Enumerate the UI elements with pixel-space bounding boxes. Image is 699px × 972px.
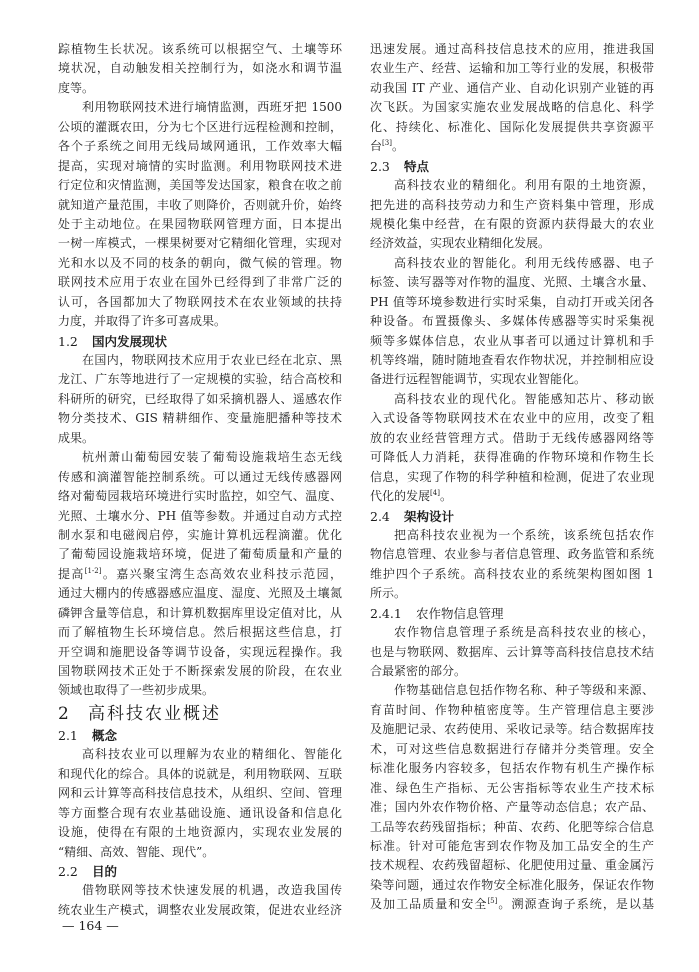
paragraph <box>370 623 654 681</box>
text-line: 标签、读写器等对作物的温度、光照、土壤含水量、 <box>370 275 654 290</box>
text-line: 各个子系统之间用无线局域网通讯，工作效率大幅 <box>58 139 342 154</box>
text-line: 络对葡萄园栽培环境进行实时监控，如空气、温度、 <box>58 489 342 504</box>
subsection-heading <box>370 157 654 176</box>
text-line: 和现代化的综合。具体的说就是，利用物联网、互联 <box>58 766 342 781</box>
text-line: 技术规程、农药残留超标、化肥使用过量、重金属污 <box>370 858 654 873</box>
heading-number: 2.4.1 <box>370 605 402 621</box>
subsubsection-heading <box>370 604 654 623</box>
text-line: PH 值等环境参数进行实时采集，自动打开或关闭各 <box>370 294 654 309</box>
text-line: 就知道产量范围，丰收了则降价，否则就升价，始终 <box>58 197 342 212</box>
line-text: 。嘉兴聚宝湾生态高效农业科技示范园， <box>101 566 342 581</box>
text-line: 种设备。布置摄像头、多媒体传感器等实时采集视 <box>370 314 654 329</box>
text-line: 科研所的研究，已经取得了如采摘机器人、遥感农作 <box>58 391 342 406</box>
text-line: 国物联网技术正处于不断探索发展的阶段，在农业 <box>58 664 342 678</box>
text-line: 也是与物联网、数据库、云计算等高科技信息技术结 <box>370 644 654 659</box>
text-line: 利用物联网技术进行墒情监测，西班牙把 1500 <box>82 100 342 115</box>
text-line: 标准化服务内容较多，包括农作物有机生产操作标 <box>370 761 654 776</box>
text-line: 传感和滴灌智能控制系统。可以通过无线传感器网 <box>58 469 342 484</box>
text-line: 维护四个子系统。高科技农业的系统架构图如图 1 <box>370 566 654 581</box>
text-line: 备进行远程智能调节，实现农业智能化。 <box>370 372 587 387</box>
heading-title: 概念 <box>92 727 118 743</box>
citation: [3] <box>382 139 392 148</box>
text-line: 入式设备等物联网技术在农业中的应用，改变了粗 <box>370 411 654 426</box>
text-line: 放的农业经营管理方式。借助于无线传感器网络等 <box>370 430 654 445</box>
paragraph <box>58 745 342 862</box>
text-line: 认可，各国都加大了物联网技术在农业领域的扶持 <box>58 294 342 309</box>
text-line <box>370 487 654 506</box>
text-line: 化、持续化、标准化、国际化发展提供共享资源平 <box>370 119 654 134</box>
line-text: 。 <box>391 139 404 154</box>
heading-title: 高科技农业概述 <box>88 703 221 724</box>
text-line <box>58 565 342 584</box>
right-column <box>370 40 654 915</box>
text-line: 力度，并取得了许多可喜成果。 <box>58 314 227 329</box>
text-line: 可降低人力消耗，获得准确的作物环境和作物生长 <box>370 450 654 465</box>
text-line: 动我国 IT 产业、通信产业、自动化识别产业链的再 <box>370 80 654 95</box>
text-line: 借物联网等技术快速发展的机遇，改造我国传 <box>82 883 342 898</box>
line-text: 台 <box>370 139 383 154</box>
text-line: 处于主动地位。在果园物联网管理方面，日本提出 <box>58 216 342 231</box>
heading-title: 国内发展现状 <box>92 333 168 349</box>
text-line: 领域也取得了一些初步成果。 <box>58 683 215 698</box>
paragraph <box>370 176 654 254</box>
citation: [1-2] <box>84 566 102 575</box>
text-line: 次飞跃。为国家实施农业发展战略的信息化、科学 <box>370 100 654 115</box>
subsection-heading <box>58 862 342 881</box>
text-line <box>370 895 654 914</box>
text-line: 准、绿色生产指标、无公害指标等农业生产技术标 <box>370 780 654 795</box>
text-line: 踪植物生长状况。该系统可以根据空气、土壤等环 <box>58 42 342 56</box>
text-line: 经济效益，实现农业精细化发展。 <box>370 236 551 251</box>
text-line: 提高，实现对墒情的实时监测。利用物联网技术进 <box>58 158 342 173</box>
text-line: 及施肥记录、农药使用、采收记录等。结合数据库技 <box>370 722 654 737</box>
text-line: 了葡萄园设施栽培环境，促进了葡萄质量和产量的 <box>58 547 342 562</box>
text-line: 联网技术应用于农业在国外已经得到了非常广泛的 <box>58 275 342 290</box>
page-number: — 164 — <box>62 918 119 933</box>
citation: [5] <box>487 897 498 906</box>
paragraph <box>370 526 654 604</box>
text-line: 规模化集中经营，在有限的资源内获得最大的农业 <box>370 216 654 231</box>
text-line: 染等问题，通过农作物安全标准化服务，保证农作物 <box>370 877 654 892</box>
heading-title: 特点 <box>404 158 430 174</box>
heading-title: 目的 <box>92 863 118 879</box>
text-line: 把高科技农业视为一个系统，该系统包括农作 <box>394 527 654 542</box>
line-text: 提高 <box>58 566 85 581</box>
text-line: 一树一库模式，一棵果树要对它精细化管理，实现对 <box>58 236 342 251</box>
line-text: 代化的发展 <box>370 489 431 504</box>
text-line: “精细、高效、智能、现代”。 <box>58 844 215 859</box>
text-line: 术，可对这些信息数据进行存储并分类管理。安全 <box>370 741 654 756</box>
text-line: 工品等农药残留指标；种苗、农药、化肥等综合信息 <box>370 819 654 834</box>
paragraph <box>370 681 654 914</box>
paragraph <box>58 40 342 98</box>
line-text: 。溯源查询子系统，是以基 <box>497 897 654 912</box>
left-column <box>58 40 342 920</box>
text-line: 制水泵和电磁阀启停，实施计算机远程滴灌。优化 <box>58 527 342 542</box>
text-line: 准；国内外农作物价格、产量等动态信息；农产品、 <box>370 800 654 815</box>
paragraph <box>58 448 342 701</box>
text-line: 境状况，自动触发相关控制行为，如浇水和调节温 <box>58 61 342 76</box>
text-line: 网和云计算等高科技信息技术，从组织、空间、管理 <box>58 786 342 801</box>
heading-number: 2.2 <box>58 863 78 879</box>
subsection-heading <box>58 332 342 351</box>
paragraph <box>58 881 342 920</box>
text-line: 高科技农业的现代化。智能感知芯片、移动嵌 <box>394 391 654 406</box>
subsection-heading <box>58 726 342 745</box>
text-line: 公顷的灌溉农田，分为七个区进行远程检测和控制， <box>58 119 342 134</box>
text-line: 成果。 <box>58 430 95 445</box>
text-line: 机等终端，随时随地查看农作物状况，并控制相应设 <box>370 353 654 367</box>
text-line: 开空调和施肥设备等调节设备，实现远程操作。我 <box>58 644 342 659</box>
text-line: 标准。针对可能危害到农作物及加工品安全的生产 <box>370 838 654 853</box>
text-line: 通过大棚内的传感器感应温度、湿度、光照及土壤氮 <box>58 586 342 601</box>
text-line: 把先进的高科技劳动力和生产资料集中管理，形成 <box>370 197 654 212</box>
paragraph <box>370 390 654 507</box>
text-line: 合最紧密的部分。 <box>370 664 467 678</box>
paragraph <box>370 40 654 157</box>
text-line: 行定位和灾情监测，美国等发达国家，粮食在收之前 <box>58 178 342 193</box>
section-heading <box>58 701 342 725</box>
text-line: 农作物信息管理子系统是高科技农业的核心， <box>394 625 654 640</box>
paragraph <box>370 254 654 390</box>
text-line: 信息，实现了作物的科学种植和检测，促进了农业现 <box>370 469 654 484</box>
text-line: 等方面整合现有农业基础设施、通讯设备和信息化 <box>58 805 342 820</box>
text-line: 作物基础信息包括作物名称、种子等级和来源、 <box>394 683 654 698</box>
heading-number: 1.2 <box>58 333 78 349</box>
paragraph <box>58 98 342 331</box>
text-line: 物分类技术、GIS 精耕细作、变量施肥播种等技术 <box>58 411 342 426</box>
text-line: 龙江、广东等地进行了一定规模的实验，结合高校和 <box>58 372 342 387</box>
text-line: 频等多媒体信息，农业从事者可以通过计算机和手 <box>370 333 654 348</box>
text-line: 在国内，物联网技术应用于农业已经在北京、黑 <box>82 353 342 367</box>
text-line: 高科技农业的智能化。利用无线传感器、电子 <box>394 255 654 270</box>
heading-number: 2.1 <box>58 727 78 743</box>
text-line: 统农业生产模式，调整农业发展政策，促进农业经济 <box>58 902 342 917</box>
text-line: 物信息管理、农业参与者信息管理、政务监管和系统 <box>370 547 654 562</box>
text-line: 而了解植物生长环境信息。然后根据这些信息，打 <box>58 625 342 640</box>
text-line: 磷钾含量等信息，和计算机数据库里设定值对比，从 <box>58 605 342 620</box>
text-line: 高科技农业可以理解为农业的精细化、智能化 <box>82 747 342 762</box>
heading-title: 架构设计 <box>404 508 455 524</box>
text-line <box>370 137 654 156</box>
line-text: 及加工品质量和安全 <box>370 897 488 912</box>
text-line: 设施，使得在有限的土地资源内，实现农业发展的 <box>58 825 342 840</box>
heading-number: 2.3 <box>370 158 390 174</box>
citation: [4] <box>430 489 440 498</box>
text-line: 高科技农业的精细化。利用有限的土地资源， <box>394 178 654 193</box>
text-line: 光和水以及不同的枝条的朝向，微气候的管理。物 <box>58 255 342 270</box>
text-line: 育苗时间、作物种植密度等。生产管理信息主要涉 <box>370 702 654 717</box>
subsection-heading <box>370 507 654 526</box>
text-line: 杭州萧山葡萄园安装了葡萄设施栽培生态无线 <box>82 450 342 465</box>
text-line: 迅速发展。通过高科技信息技术的应用，推进我国 <box>370 42 654 56</box>
heading-number: 2.4 <box>370 508 390 524</box>
text-line: 农业生产、经营、运输和加工等行业的发展，积极带 <box>370 61 654 76</box>
heading-number: 2 <box>58 703 69 724</box>
text-line: 度等。 <box>58 80 95 95</box>
heading-title: 农作物信息管理 <box>416 605 504 621</box>
text-line: 所示。 <box>370 586 407 601</box>
text-line: 光照、土壤水分、PH 值等参数。并通过自动方式控 <box>58 508 342 523</box>
line-text: 。 <box>439 489 452 504</box>
paragraph <box>58 351 342 448</box>
